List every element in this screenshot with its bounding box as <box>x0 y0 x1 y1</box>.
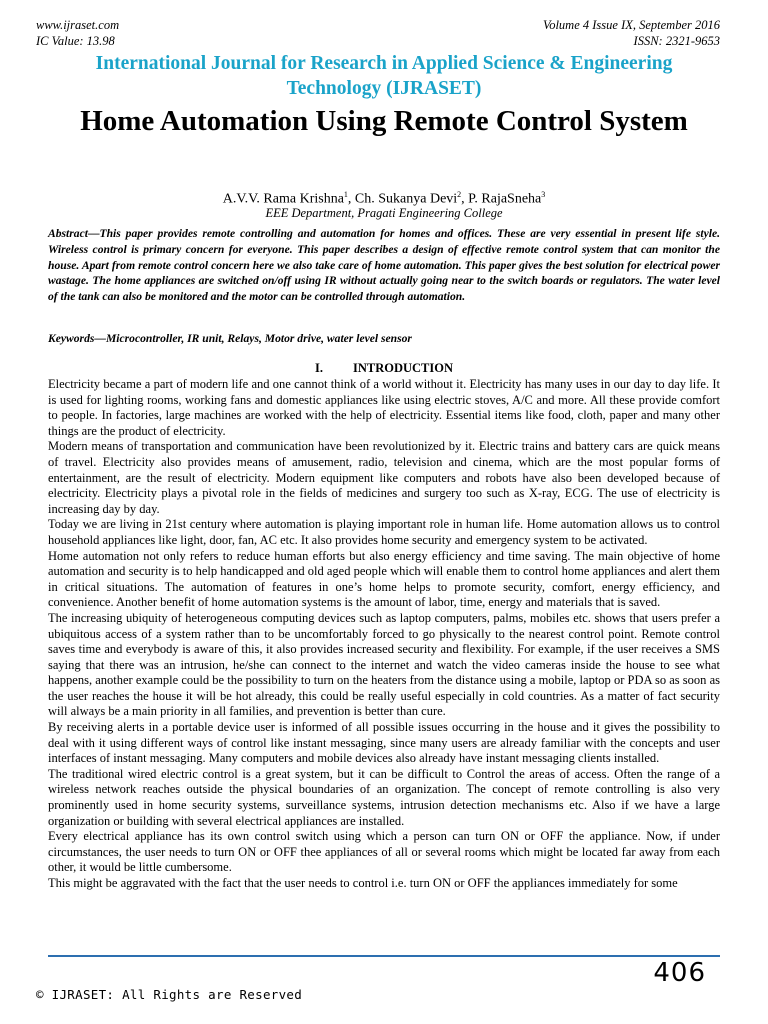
ic-value: IC Value: 13.98 <box>36 34 115 48</box>
paragraph: Modern means of transportation and communication have been revolutionized by it. Electric trains and battery cars are quick means of travel. Electricity also provides means of amusement, radio, television and cinema, which are the most popular forms of entertainment, are the result of electricity. Modern equipment like computers and robots have also been developed because of electricity. Electricity plays a pivotal role in the fields of medicines and surgery too such as X-ray, ECG. The use of electricity is increasing day by day. <box>48 439 720 516</box>
paragraph: By receiving alerts in a portable device user is informed of all possible issues occurring in the house and it gives the possibility to deal with it using different ways of control like instant messaging, since many users are already familiar with the concepts and user interfaces of instant messaging. Many computers and mobile devices also already have instant messaging clients installed. <box>48 720 720 766</box>
author-affiliation-mark: 3 <box>541 190 546 199</box>
paragraph: This might be aggravated with the fact that the user needs to control i.e. turn ON or OFF the appliances immediately for some <box>48 876 678 890</box>
paragraph: The increasing ubiquity of heterogeneous computing devices such as laptop computers, palms, mobiles etc. shows that users prefer a ubiquitous access of a system rather than to be uncomfortably forced to go physically to the nearest control point. Remote control saves time and everybody is aware of this, it also provides increased security and flexibility. For example, if the user receives a SMS saying that there was an intrusion, he/she can connect to the internet and watch the video cameras inside the house to see what happens, another example could be the possibility to turn on the heaters from the distance using a mobile, laptop or PDA so as soon as the user reaches the house it will be hot already, this could be really useful especially in cold countries. As a matter of fact security will always be a main priority in all families, and prevention is better than cure. <box>48 610 720 719</box>
author-name: A.V.V. Rama Krishna <box>222 191 344 207</box>
paper-title: Home Automation Using Remote Control System <box>80 105 688 137</box>
section-heading <box>0 360 768 376</box>
journal-name: International Journal for Research in Applied Science & Engineering Technology (IJRASET) <box>95 53 673 99</box>
abstract: Abstract—This paper provides remote controlling and automation for homes and offices. These are very essential in present life style. Wireless control is primary concern for everyone. This paper describes a design of effective remote control system that can monitor the house. Apart from remote control concern here we also take care of home automation. This paper gives the best solution for electrical power wastage. The home appliances are switched on/off using IR without actually going near to the switch boards or regulators. The water level of the tank can also be monitored and the motor can be controlled through automation. <box>48 227 720 304</box>
author-affiliation: EEE Department, Pragati Engineering College <box>265 206 503 220</box>
author-separator: , <box>461 191 469 207</box>
paragraph: Electricity became a part of modern life and one cannot think of a world without it. Electricity has many uses in our day to day life. It is used for lighting rooms, working fans and domestic appliances like using electric stoves, A/C and more. All these provide comfort to people. In factories, large machines are worked with the help of electricity. Essential items like food, cloth, paper and many other things are the product of electricity. <box>48 377 720 438</box>
author-name: P. RajaSneha <box>468 191 542 207</box>
paragraph: Today we are living in 21st century where automation is playing important role in human life. Home automation allows us to control household appliances like light, door, fan, AC etc. It also provides home security and emergency system to be activated. <box>48 517 720 547</box>
copyright-notice: © IJRASET: All Rights are Reserved <box>36 987 303 1002</box>
page-number: 406 <box>653 958 706 988</box>
issn: ISSN: 2321-9653 <box>633 34 720 48</box>
author-separator: , <box>347 191 355 207</box>
paragraph: Home automation not only refers to reduce human efforts but also energy efficiency and time saving. The main objective of home automation and security is to help handicapped and old aged people which will enable them to control home appliances and alert them in critical situations. The automation of features in one’s home helps to promote security, comfort, energy efficiency, and convenience. Another benefit of home automation systems is the amount of labor, time, energy and materials that is saved. <box>48 548 720 610</box>
body-text <box>48 377 720 892</box>
section-title: INTRODUCTION <box>352 361 453 375</box>
section-number: I. <box>314 361 323 375</box>
paragraph: Every electrical appliance has its own control switch using which a person can turn ON or OFF the appliance. Now, if under circumstances, the user needs to turn ON or OFF thee appliances of all or several rooms which might be located far away from each other, it would be little cumbersome. <box>48 829 720 875</box>
footer-rule <box>48 955 720 957</box>
author-affiliation-mark: 2 <box>457 190 462 199</box>
volume-issue: Volume 4 Issue IX, September 2016 <box>542 18 720 32</box>
keywords: Keywords—Microcontroller, IR unit, Relays, Motor drive, water level sensor <box>48 332 412 345</box>
author-name: Ch. Sukanya Devi <box>354 191 458 207</box>
author-affiliation-mark: 1 <box>343 190 348 199</box>
paragraph: The traditional wired electric control is a great system, but it can be difficult to Control the areas of access. Often the range of a wireless network reaches outside the physical boundaries of an organization. The concept of remote controlling is also very prominently used in home security systems, surveillance systems, intrusion detection mechanisms etc. Also if we have a large organization or building with several electrical appliances are installed. <box>48 766 720 828</box>
journal-website: www.ijraset.com <box>36 18 120 32</box>
